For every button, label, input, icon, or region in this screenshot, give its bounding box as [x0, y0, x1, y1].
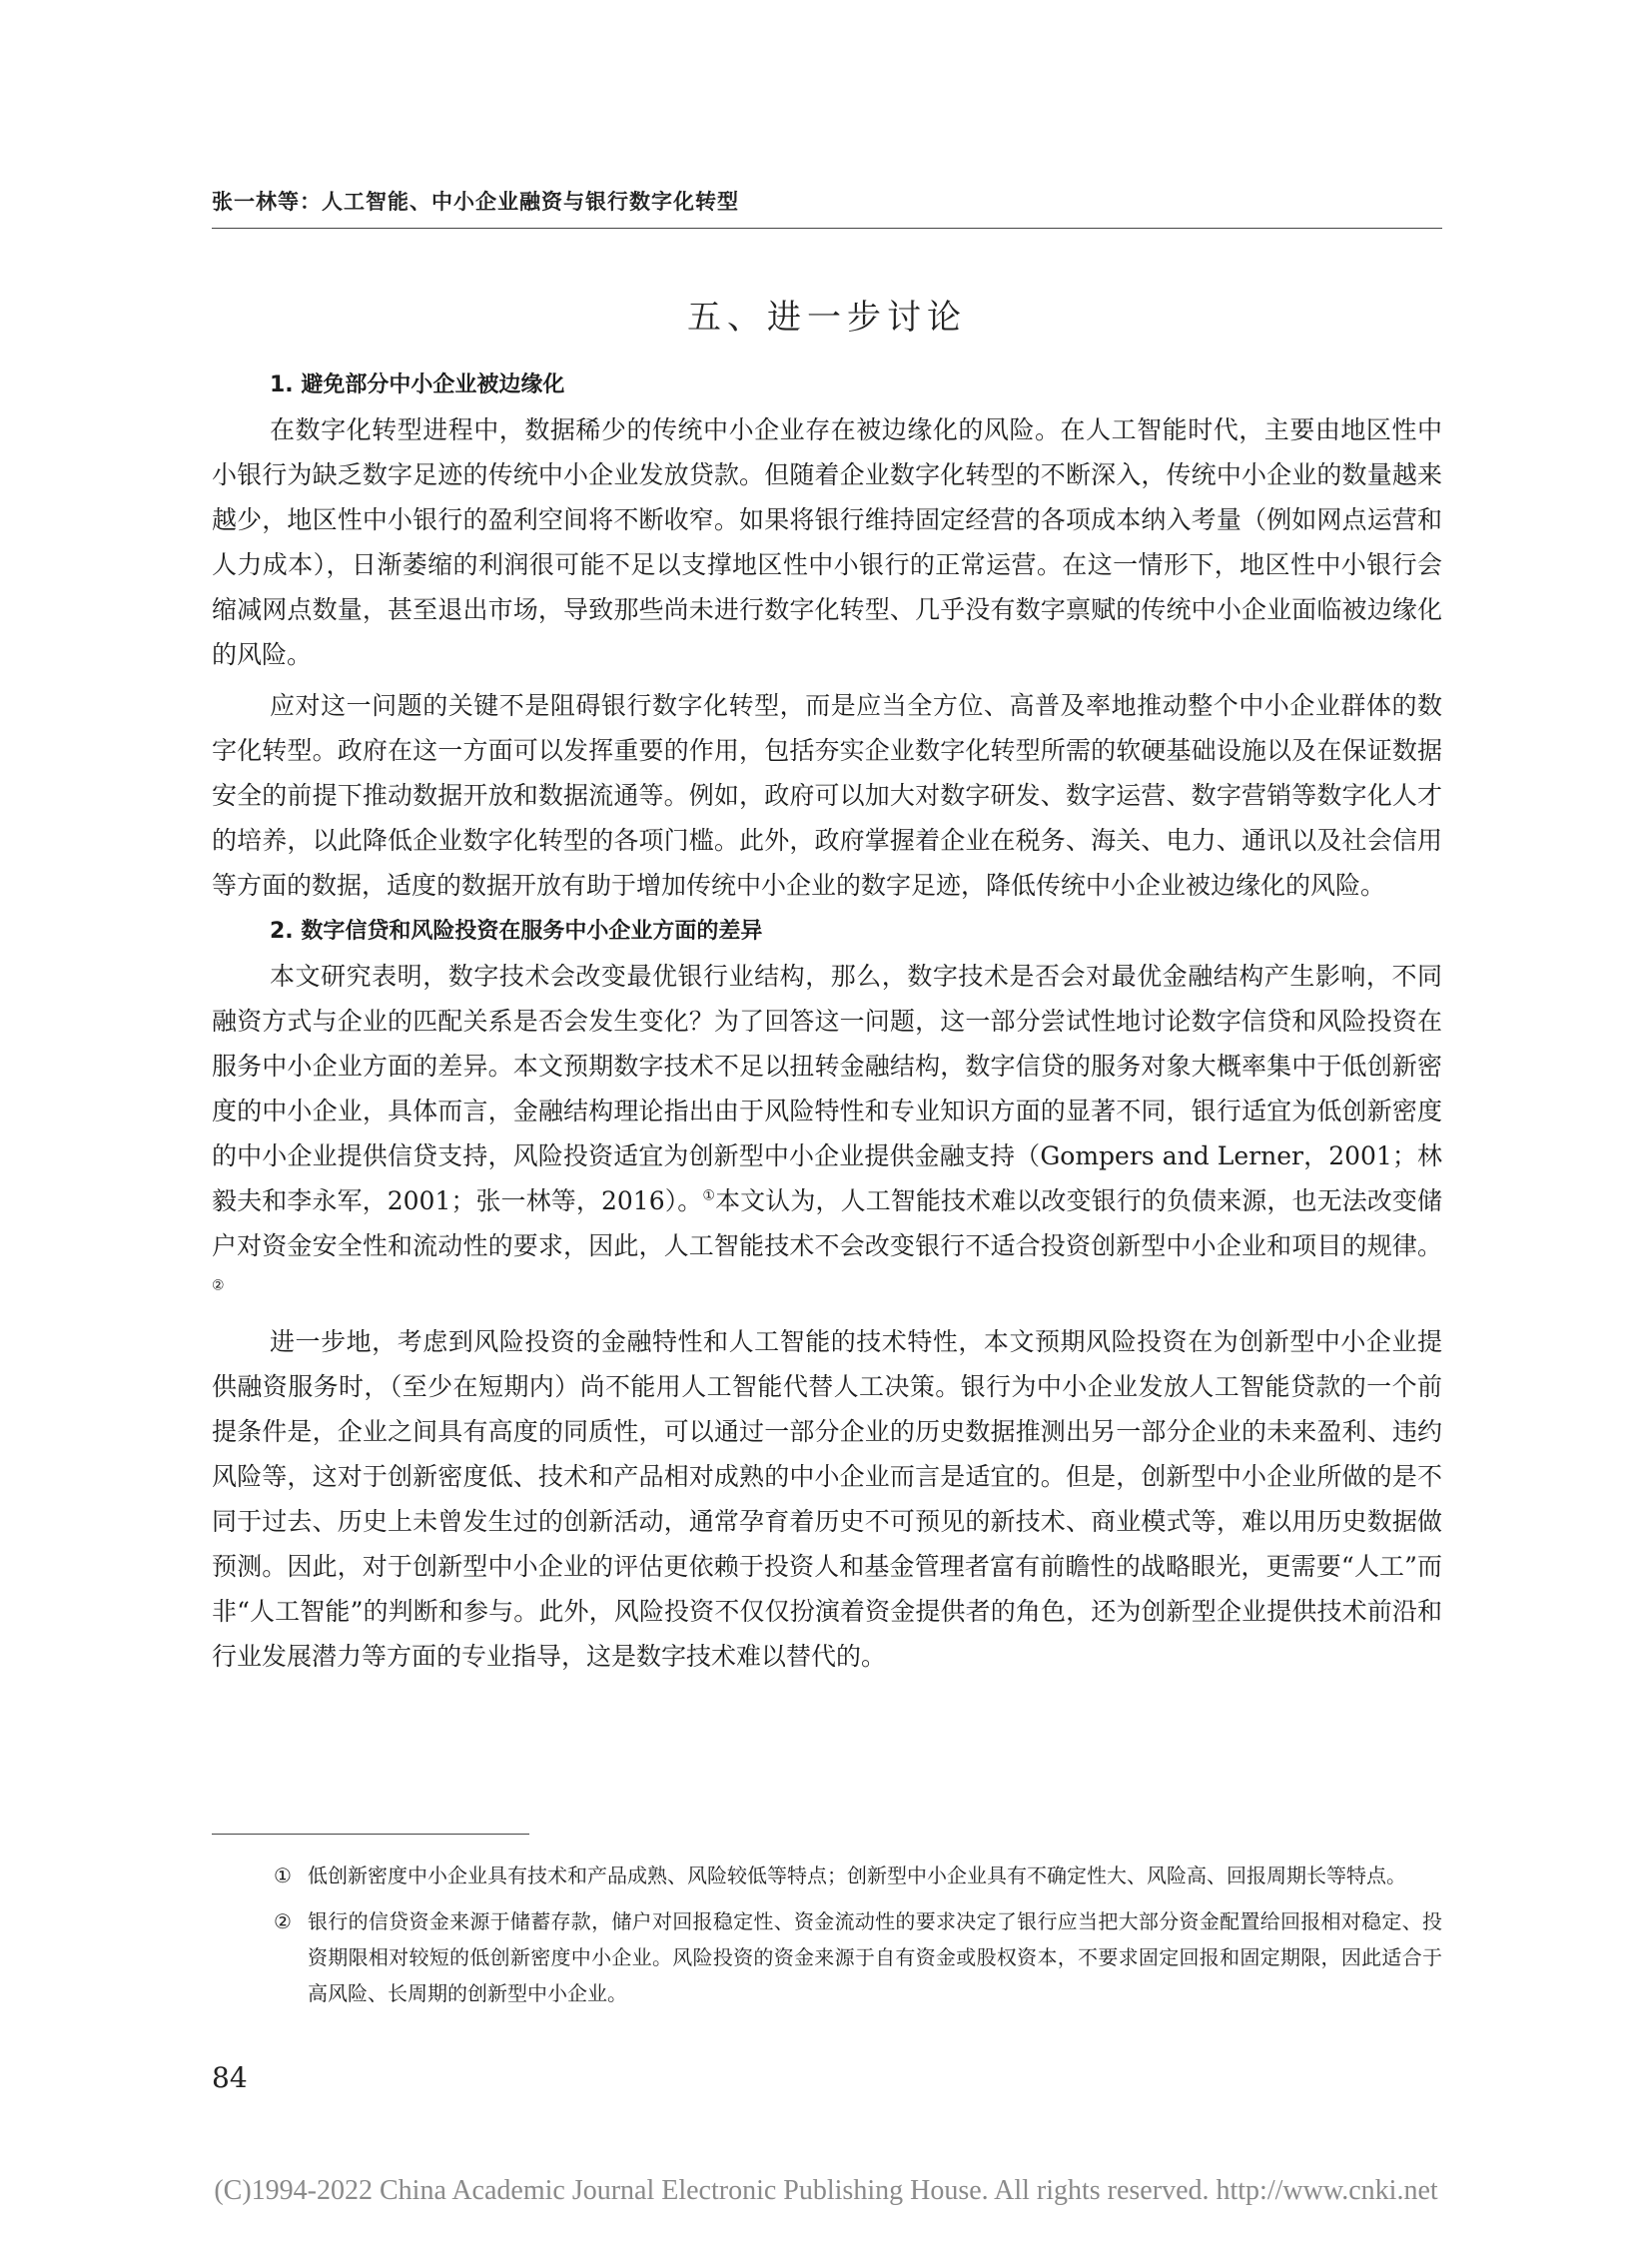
- running-header: 张一林等：人工智能、中小企业融资与银行数字化转型: [212, 190, 739, 214]
- footnote-marker: ②: [274, 1909, 292, 1933]
- paragraph-text: 本文认为，人工智能技术难以改变银行的负债来源，也无法改变储户对资金安全性和流动性的要求，因此，人工智能技术不会改变银行不适合投资创新型中小企业和项目的规律。: [212, 1186, 1442, 1260]
- paragraph: 进一步地，考虑到风险投资的金融特性和人工智能的技术特性，本文预期风险投资在为创新型中小企业提供融资服务时，（至少在短期内）尚不能用人工智能代替人工决策。银行为中小企业发放人工智能贷款的一个前提条件是，企业之间具有高度的同质性，可以通过一部分企业的历史数据推测出另一部分企业的未来盈利、违约风险等，这对于创新密度低、技术和产品相对成熟的中小企业而言是适宜的。但是，创新型中小企业所做的是不同于过去、历史上未曾发生过的创新活动，通常孕育着历史不可预见的新技术、商业模式等，难以用历史数据做预测。因此，对于创新型中小企业的评估更依赖于投资人和基金管理者富有前瞻性的战略眼光，更需要“人工”而非“人工智能”的判断和参与。此外，风险投资不仅仅扮演着资金提供者的角色，还为创新型企业提供技术前沿和行业发展潜力等方面的专业指导，这是数字技术难以替代的。: [212, 1327, 1442, 1671]
- header-rule: [212, 228, 1442, 229]
- footnote-ref-2[interactable]: ②: [212, 1277, 225, 1294]
- subsection-heading-2: 2. 数字信贷和风险投资在服务中小企业方面的差异: [270, 919, 763, 944]
- footnote-1: [212, 1858, 1442, 1893]
- section-title: 五、进一步讨论: [687, 298, 967, 338]
- footnote-rule: [212, 1834, 529, 1835]
- footnote-ref-1[interactable]: ①: [702, 1187, 716, 1204]
- page-number: 84: [212, 2061, 248, 2094]
- footnote-text: 银行的信贷资金来源于储蓄存款，储户对回报稳定性、资金流动性的要求决定了银行应当把大部分资金配置给回报相对稳定、投资期限相对较短的低创新密度中小企业。风险投资的资金来源于自有资金或股权资本，不要求固定回报和固定期限，因此适合于高风险、长周期的创新型中小企业。: [308, 1909, 1442, 2005]
- paragraph: 应对这一问题的关键不是阻碍银行数字化转型，而是应当全方位、高普及率地推动整个中小企业群体的数字化转型。政府在这一方面可以发挥重要的作用，包括夯实企业数字化转型所需的软硬基础设施以及在保证数据安全的前提下推动数据开放和数据流通等。例如，政府可以加大对数字研发、数字运营、数字营销等数字化人才的培养，以此降低企业数字化转型的各项门槛。此外，政府掌握着企业在税务、海关、电力、通讯以及社会信用等方面的数据，适度的数据开放有助于增加传统中小企业的数字足迹，降低传统中小企业被边缘化的风险。: [212, 691, 1442, 900]
- paragraph-text: 本文研究表明，数字技术会改变最优银行业结构，那么，数字技术是否会对最优金融结构产生影响，不同融资方式与企业的匹配关系是否会发生变化？为了回答这一问题，这一部分尝试性地讨论数字信贷和风险投资在服务中小企业方面的差异。本文预期数字技术不足以扭转金融结构，数字信贷的服务对象大概率集中于低创新密度的中小企业，具体而言，金融结构理论指出由于风险特性和专业知识方面的显著不同，银行适宜为低创新密度的中小企业提供信贷支持，风险投资适宜为创新型中小企业提供金融支持（Gompers and Lerner，2001；林毅夫和李永军，2001；张一林等，2016）。: [212, 962, 1442, 1215]
- footnote-text: 低创新密度中小企业具有技术和产品成熟、风险较低等特点；创新型中小企业具有不确定性大、风险高、回报周期长等特点。: [308, 1864, 1406, 1887]
- footnotes: [212, 1858, 1442, 2021]
- paragraph: [212, 954, 1442, 1313]
- paragraph: 在数字化转型进程中，数据稀少的传统中小企业存在被边缘化的风险。在人工智能时代，主要由地区性中小银行为缺乏数字足迹的传统中小企业发放贷款。但随着企业数字化转型的不断深入，传统中小企业的数量越来越少，地区性中小银行的盈利空间将不断收窄。如果将银行维持固定经营的各项成本纳入考量（例如网点运营和人力成本），日渐萎缩的利润很可能不足以支撑地区性中小银行的正常运营。在这一情形下，地区性中小银行会缩减网点数量，甚至退出市场，导致那些尚未进行数字化转型、几乎没有数字禀赋的传统中小企业面临被边缘化的风险。: [212, 415, 1442, 669]
- footnote-2: [212, 1903, 1442, 2011]
- footnote-marker: ①: [274, 1864, 292, 1887]
- subsection-heading-1: 1. 避免部分中小企业被边缘化: [270, 373, 565, 397]
- copyright-notice: (C)1994-2022 China Academic Journal Electronic Publishing House. All rights reserved. http://www.cnki.net: [214, 2175, 1438, 2206]
- article-body: [212, 368, 1442, 1679]
